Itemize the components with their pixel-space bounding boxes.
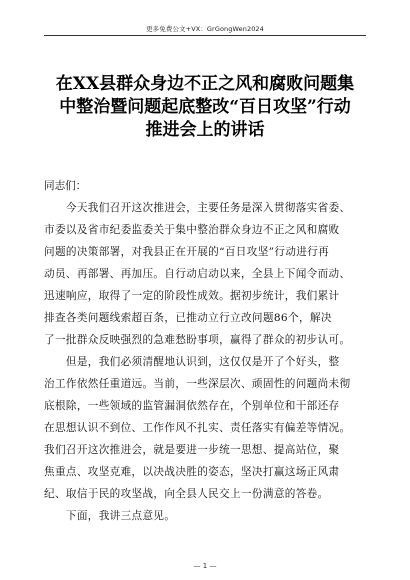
paragraph-line: 了一批群众反映强烈的急难愁盼事项，赢得了群众的初步认可。	[44, 334, 351, 346]
paragraph-line: 下面，我讲三点意见。	[44, 510, 176, 522]
paragraph-transition	[44, 505, 366, 527]
page-header	[0, 0, 410, 44]
paragraph-line: 治工作依然任重道远。当前，一些深层次、顽固性的问题尚未彻	[44, 378, 351, 390]
paragraph-line: 但是，我们必须清醒地认识到，这仅仅是开了个好头，整	[44, 356, 340, 368]
header-text: 更多免费公文+VX：GrGongWen2024	[146, 25, 264, 33]
paragraph-line: 我们召开这次推进会，就是要进一步统一思想、提高站位，聚	[44, 444, 340, 456]
paragraph-line: 问题的决策部署，对我县正在开展的“百日攻坚”行动进行再	[44, 246, 330, 258]
paragraph-line: 纪、取信于民的攻坚战，向全县人民交上一份满意的答卷。	[44, 488, 329, 500]
paragraph-challenges	[44, 351, 366, 505]
paragraph-line: 排查各类问题线索超百条，已推动立行立改问题86个，解决	[44, 312, 332, 324]
paragraph-line: 底根除，一些领域的监管漏洞依然存在，个别单位和干部还存	[44, 400, 340, 412]
paragraph-line: 动员、再部署、再加压。自行动启动以来，全县上下闻令而动、	[44, 268, 351, 280]
header-divider	[44, 35, 366, 36]
salutation: 同志们：	[44, 180, 87, 192]
paragraph-line: 焦重点、攻坚克难，以决战决胜的姿态，坚决打赢这场正风肃	[44, 466, 340, 478]
paragraph-line: 市委以及省市纪委监委关于集中整治群众身边不正之风和腐败	[44, 224, 340, 236]
title-line: 中整治暨问题起底整改“百日攻坚”行动	[59, 97, 351, 117]
document-body	[44, 175, 366, 527]
page-number: — 1 —	[193, 562, 217, 570]
title-line: 推进会上的讲话	[145, 120, 265, 140]
document-title	[44, 73, 366, 142]
paragraph-opening	[44, 197, 366, 351]
title-line: 在XX县群众身边不正之风和腐败问题集	[55, 74, 355, 94]
paragraph-line: 今天我们召开这次推进会，主要任务是深入贯彻落实省委、	[44, 202, 351, 214]
paragraph-line: 在思想认识不到位、工作作风不扎实、责任落实有偏差等情况。	[44, 422, 351, 434]
paragraph-line: 迅速响应，取得了一定的阶段性成效。据初步统计，我们累计	[44, 290, 340, 302]
